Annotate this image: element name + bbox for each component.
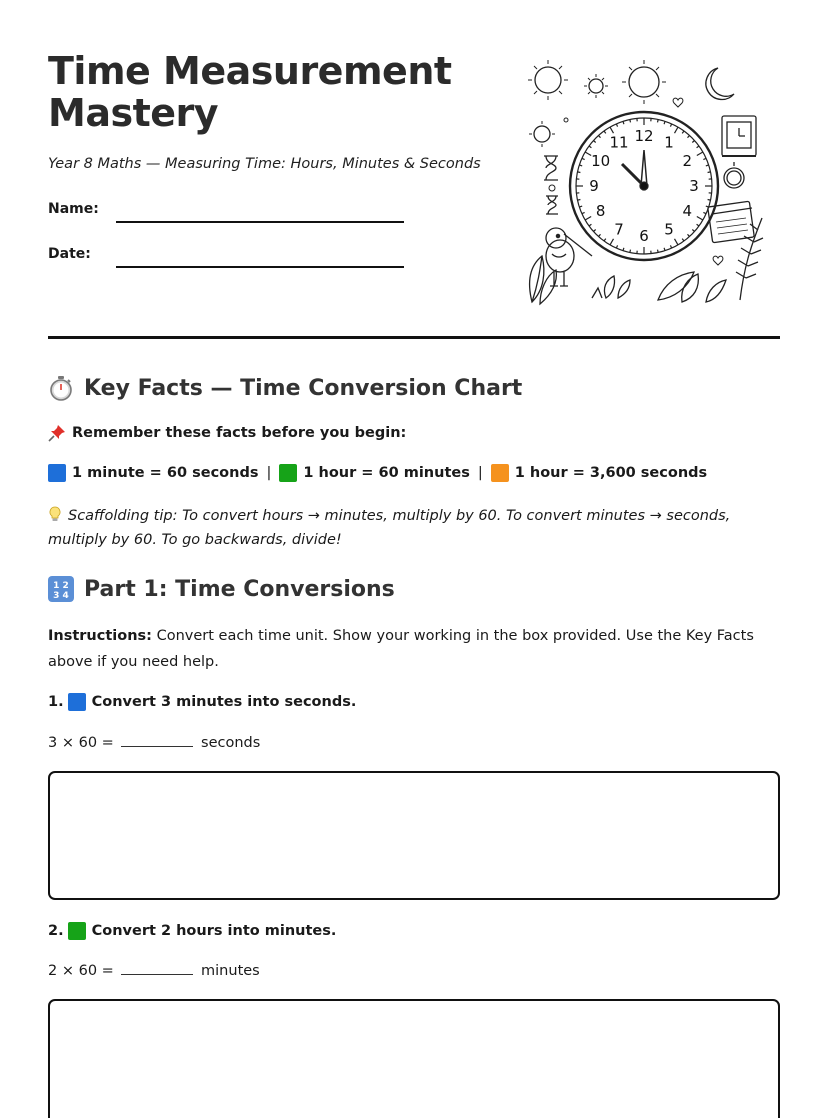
- svg-text:1 2: 1 2: [53, 581, 69, 591]
- working-box[interactable]: [48, 999, 780, 1118]
- date-label: Date:: [48, 246, 91, 262]
- question-number: 1.: [48, 694, 64, 710]
- page-subtitle: Year 8 Maths — Measuring Time: Hours, Minutes & Seconds: [48, 156, 481, 172]
- sun-left-icon: [529, 121, 555, 147]
- clock-tick: [664, 121, 665, 124]
- hourglass-small-icon: [546, 196, 558, 214]
- heart-icon: [673, 98, 683, 107]
- svg-text:3 4: 3 4: [53, 591, 69, 601]
- date-line[interactable]: [116, 266, 404, 268]
- clock-tick: [604, 131, 606, 133]
- question-number: 2.: [48, 923, 64, 939]
- facts-line: [48, 464, 707, 482]
- name-label: Name:: [48, 201, 99, 217]
- remember-line: [48, 424, 406, 442]
- instructions-text: Convert each time unit. Show your working in the box provided. Use the Key Facts above if you need help.: [48, 628, 754, 670]
- clock-numeral: 9: [589, 177, 599, 195]
- numbers-icon: [48, 576, 74, 602]
- clock-face: [570, 112, 718, 260]
- instructions-label: Instructions:: [48, 628, 152, 644]
- equation-prefix: 2 × 60 =: [48, 963, 114, 979]
- leaf-left-icon: [530, 256, 557, 304]
- remember-text: Remember these facts before you begin:: [72, 425, 407, 441]
- clock-tick: [582, 212, 585, 213]
- equation-suffix: seconds: [201, 735, 261, 751]
- clock-tick: [675, 127, 679, 133]
- clock-numeral: 5: [664, 220, 674, 239]
- key-facts-heading: [48, 375, 522, 401]
- clock-tick: [658, 119, 659, 122]
- clock-tick: [593, 229, 595, 231]
- worksheet-page: [48, 0, 780, 1118]
- minute-hand: [641, 150, 647, 186]
- clock-tick: [604, 239, 606, 241]
- sun-small-icon: [584, 74, 608, 98]
- clock-tick: [687, 135, 689, 137]
- desk-clock-icon: [722, 116, 756, 156]
- page-title: Time Measurement Mastery: [48, 49, 452, 135]
- clock-tick: [598, 234, 600, 236]
- instructions: [48, 623, 780, 675]
- clock-tick: [623, 121, 624, 124]
- leaf-center-icon: [592, 276, 630, 298]
- clock-tick: [610, 127, 614, 133]
- clock-tick: [708, 172, 711, 173]
- clock-tick: [585, 217, 591, 221]
- clock-tick: [577, 172, 580, 173]
- key-facts-title: Key Facts — Time Conversion Chart: [84, 375, 523, 401]
- stopwatch-icon: [48, 375, 74, 401]
- fact-hours-seconds: 1 hour = 3,600 seconds: [514, 465, 708, 481]
- clock-tick: [630, 250, 631, 253]
- part1-title: Part 1: Time Conversions: [84, 576, 395, 602]
- clock-numeral: 2: [682, 152, 693, 170]
- equation-2: [48, 961, 260, 979]
- tip-text: Scaffolding tip: To convert hours → minutes, multiply by 60. To convert minutes → seconds, multiply by 60. To go backwards, divide!: [48, 508, 731, 548]
- clock-numeral: 6: [639, 227, 649, 245]
- lightbulb-icon: [48, 506, 62, 522]
- pocket-watch-icon: [724, 162, 744, 188]
- orange-square-icon: [491, 464, 509, 482]
- clock-tick: [703, 158, 706, 159]
- clock-numeral: 4: [682, 202, 693, 220]
- moon-icon: [706, 68, 734, 100]
- clock-tick: [589, 146, 591, 148]
- clock-tick: [610, 239, 614, 245]
- clock-tick: [589, 224, 591, 226]
- green-square-icon: [279, 464, 297, 482]
- fact-separator: |: [266, 465, 272, 481]
- clock-tick: [623, 248, 624, 251]
- clock-tick: [703, 212, 706, 213]
- clock-numeral: 11: [609, 133, 629, 152]
- clock-tick: [579, 165, 582, 166]
- answer-blank[interactable]: [121, 961, 193, 975]
- clock-tick: [706, 165, 709, 166]
- clock-numeral: 1: [664, 133, 674, 152]
- equation-1: [48, 733, 260, 751]
- clock-numeral: 12: [634, 127, 654, 145]
- question-text: Convert 3 minutes into seconds.: [91, 694, 357, 710]
- hourglass-icon: [544, 156, 558, 180]
- clock-tick: [582, 158, 585, 159]
- name-line[interactable]: [116, 221, 404, 223]
- clock-numeral: 10: [591, 152, 611, 170]
- pushpin-icon: [48, 424, 66, 442]
- clock-tick: [687, 234, 689, 236]
- green-square-icon: [68, 922, 86, 940]
- clock-numeral: 7: [614, 220, 624, 239]
- clock-tick: [577, 200, 580, 201]
- equation-prefix: 3 × 60 =: [48, 735, 114, 751]
- bird-icon: [546, 228, 592, 286]
- clock-tick: [670, 124, 671, 127]
- clock-numeral: 3: [689, 177, 699, 195]
- part1-heading: [48, 576, 395, 602]
- fact-separator: |: [477, 465, 483, 481]
- clock-tick: [616, 124, 617, 127]
- answer-blank[interactable]: [121, 733, 193, 747]
- clock-illustration: [522, 58, 770, 308]
- clock-tick: [616, 245, 617, 248]
- blue-square-icon: [48, 464, 66, 482]
- name-field[interactable]: [48, 201, 116, 217]
- clock-tick: [682, 131, 684, 133]
- clock-tick: [697, 146, 699, 148]
- question-1: [48, 693, 356, 711]
- clock-tick: [692, 140, 694, 142]
- working-box[interactable]: [48, 771, 780, 900]
- clock-tick: [670, 245, 671, 248]
- clock-tick: [692, 229, 694, 231]
- sun-icon: [528, 60, 568, 100]
- clock-tick: [708, 200, 711, 201]
- fern-icon: [736, 218, 763, 300]
- equation-suffix: minutes: [201, 963, 260, 979]
- clock-tick: [598, 135, 600, 137]
- worksheet-header: [48, 0, 780, 340]
- clock-numeral: 8: [595, 202, 606, 220]
- clock-tick: [682, 239, 684, 241]
- clock-tick: [593, 140, 595, 142]
- fact-minutes-seconds: 1 minute = 60 seconds: [72, 465, 259, 481]
- clock-tick: [697, 224, 699, 226]
- fact-hours-minutes: 1 hour = 60 minutes: [303, 465, 470, 481]
- header-divider: [48, 336, 780, 339]
- date-field[interactable]: [48, 246, 116, 262]
- clock-tick: [697, 152, 703, 156]
- clock-tick: [658, 250, 659, 253]
- sun-large-icon: [622, 60, 666, 104]
- clock-tick: [630, 119, 631, 122]
- clock-tick: [664, 248, 665, 251]
- clock-tick: [579, 206, 582, 207]
- clock-tick: [675, 239, 679, 245]
- question-text: Convert 2 hours into minutes.: [91, 923, 337, 939]
- question-2: [48, 922, 336, 940]
- blue-square-icon: [68, 693, 86, 711]
- leaf-right-icon: [658, 272, 726, 302]
- clock-tick: [697, 217, 703, 221]
- scaffolding-tip: [48, 504, 780, 552]
